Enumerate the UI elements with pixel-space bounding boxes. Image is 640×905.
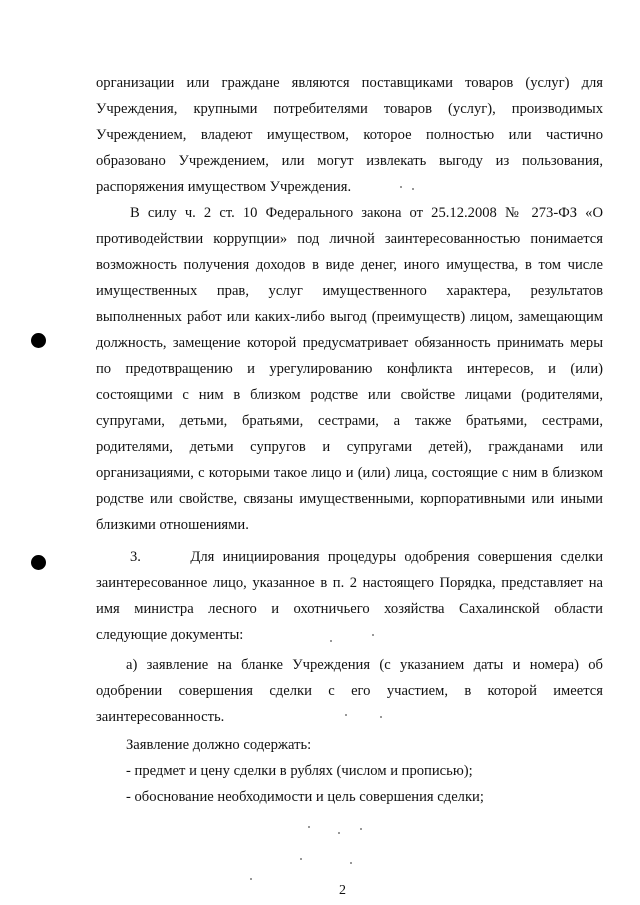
text-line: близкими отношениями.: [96, 517, 249, 533]
text-line: состоящими с ним в близком родстве или свойстве лицами (родителями,: [96, 387, 603, 403]
text-line: имущественных прав, услуг имущественного характера, результатов: [96, 283, 603, 299]
text-line: заинтересованность.: [96, 709, 225, 725]
scan-speck: [300, 858, 302, 860]
scan-speck: [372, 634, 374, 636]
list-item-first-line: а) заявление на бланке Учреждения (с указанием даты и номера) об: [126, 657, 603, 673]
scan-speck: [345, 714, 347, 716]
text-line: следующие документы:: [96, 627, 244, 643]
text-line: Учреждения, крупными потребителями товаров (услуг), производимых: [96, 101, 603, 117]
scan-speck: [250, 878, 252, 880]
text-line: супругами, детьми, братьями, сестрами, а также братьями, сестрами,: [96, 413, 603, 429]
scan-speck: [412, 188, 414, 190]
scan-speck: [400, 186, 402, 188]
scan-speck: [350, 862, 352, 864]
page-number: 2: [339, 883, 346, 898]
text-line: противодействии коррупции» под личной заинтересованностью понимается: [96, 231, 603, 247]
scan-speck: [360, 828, 362, 830]
text-line: родстве или свойстве, связаны имущественными, корпоративными или иными: [96, 491, 603, 507]
paragraph-first-line: 3. Для инициирования процедуры одобрения совершения сделки: [130, 549, 603, 565]
text-line: организации или граждане являются поставщиками товаров (услуг) для: [96, 75, 603, 91]
text-line: распоряжения имуществом Учреждения.: [96, 179, 352, 195]
text-line: образовано Учреждением, или могут извлекать выгоду из пользования,: [96, 153, 603, 169]
text-line: организациями, с которыми такое лицо и (или) лица, состоящие с ним в близком: [96, 465, 603, 481]
text-line: Учреждением, владеют имуществом, которое полностью или частично: [96, 127, 603, 143]
scan-speck: [308, 826, 310, 828]
text-line: родителями, детьми супругов и супругами детей), гражданами или: [96, 439, 603, 455]
scan-speck: [380, 716, 382, 718]
text-line: заинтересованное лицо, указанное в п. 2 настоящего Порядка, представляет на: [96, 575, 603, 591]
text-line: возможность получения доходов в виде денег, иного имущества, в том числе: [96, 257, 603, 273]
text-line: выполненных работ или каких-либо выгод (преимуществ) лицом, замещающим: [96, 309, 603, 325]
text-line: имя министра лесного и охотничьего хозяйства Сахалинской области: [96, 601, 603, 617]
list-item: - обоснование необходимости и цель совершения сделки;: [126, 789, 484, 805]
list-item: - предмет и цену сделки в рублях (числом и прописью);: [126, 763, 473, 779]
paragraph-first-line: В силу ч. 2 ст. 10 Федерального закона от 25.12.2008 № 273-ФЗ «О: [130, 205, 603, 221]
scan-speck: [330, 640, 332, 642]
text-line: одобрении совершения сделки с его участием, в которой имеется: [96, 683, 603, 699]
punch-hole: [31, 555, 46, 570]
text-line: по предотвращению и урегулированию конфликта интересов, и (или): [96, 361, 603, 377]
scan-speck: [338, 832, 340, 834]
text-line: должность, замещение которой предусматривает обязанность принимать меры: [96, 335, 603, 351]
punch-hole: [31, 333, 46, 348]
text-line: Заявление должно содержать:: [126, 737, 312, 753]
